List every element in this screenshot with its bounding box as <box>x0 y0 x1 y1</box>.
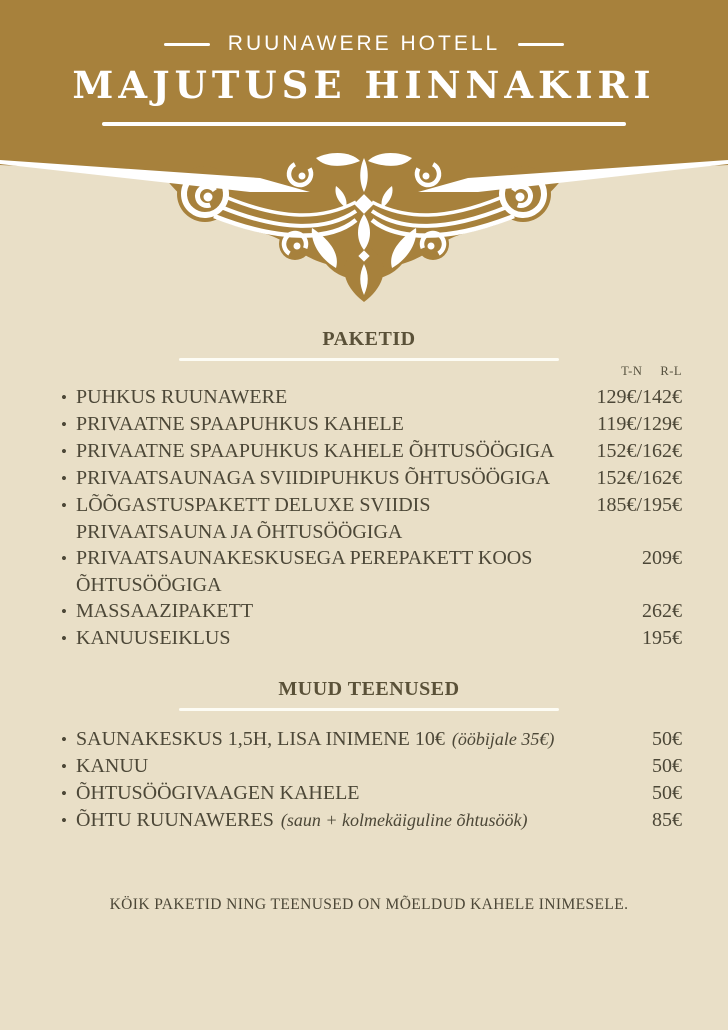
section-heading: PAKETID <box>322 328 416 350</box>
header-banner <box>0 0 728 152</box>
item-label: ÕHTUSÖÖGIVAAGEN KAHELE <box>76 782 360 804</box>
item-line <box>56 598 682 625</box>
heading-rule <box>179 358 559 361</box>
item-label: PRIVAATSAUNAKESKUSEGA PEREPAKETT KOOS <box>76 547 533 569</box>
item-price: 195€ <box>642 627 682 649</box>
item-label: PUHKUS RUUNAWERE <box>76 386 288 408</box>
price-column-weekday: T-N <box>621 364 643 378</box>
list-item <box>56 465 682 492</box>
heading-rule <box>179 708 559 711</box>
item-price: 209€ <box>642 547 682 569</box>
bullet-icon: • <box>61 730 67 749</box>
item-note: (saun + kolmekäiguline õhtusöök) <box>280 810 528 830</box>
item-label: PRIVAATNE SPAAPUHKUS KAHELE ÕHTUSÖÖGIGA <box>76 440 555 462</box>
bullet-icon: • <box>61 549 67 568</box>
section-paketid <box>56 328 682 652</box>
item-line <box>56 726 682 753</box>
item-line <box>56 411 682 438</box>
title-rule <box>102 122 626 126</box>
item-line <box>56 384 682 411</box>
bullet-icon: • <box>61 415 67 434</box>
item-line-continuation <box>56 572 682 598</box>
bullet-icon: • <box>61 629 67 648</box>
list-item <box>56 780 682 807</box>
item-line <box>56 438 682 465</box>
price-column-weekend: R-L <box>660 364 682 378</box>
flourish-ornament-icon <box>0 152 728 302</box>
item-price: 50€ <box>652 728 682 750</box>
item-price: 262€ <box>642 600 682 622</box>
item-label: KANUUSEIKLUS <box>76 627 231 649</box>
bullet-icon: • <box>61 442 67 461</box>
item-price: 50€ <box>652 755 682 777</box>
item-line <box>56 753 682 780</box>
item-label: SAUNAKESKUS 1,5H, LISA INIMENE 10€ <box>76 728 445 750</box>
list-item <box>56 726 682 753</box>
item-line-continuation <box>56 519 682 545</box>
hotel-name-row <box>0 0 728 56</box>
item-label: PRIVAATNE SPAAPUHKUS KAHELE <box>76 413 404 435</box>
list-item <box>56 438 682 465</box>
bullet-icon: • <box>61 602 67 621</box>
footer-note: KÖIK PAKETID NING TEENUSED ON MÕELDUD KAHELE INIMESELE. <box>109 896 629 913</box>
divider-dash-icon <box>518 43 564 46</box>
item-line <box>56 465 682 492</box>
list-item <box>56 625 682 652</box>
item-price: 50€ <box>652 782 682 804</box>
services-list <box>56 726 682 834</box>
list-item <box>56 598 682 625</box>
item-label: ÕHTU RUUNAWERES <box>76 809 274 831</box>
divider-dash-icon <box>164 43 210 46</box>
hotel-name: RUUNAWERE HOTELL <box>227 32 501 55</box>
section-muud-teenused <box>56 678 682 834</box>
item-price: 85€ <box>652 809 682 831</box>
list-item <box>56 807 682 834</box>
item-label: ÕHTUSÖÖGIGA <box>76 574 222 596</box>
item-label: MASSAAZIPAKETT <box>76 600 254 622</box>
bullet-icon: • <box>61 757 67 776</box>
item-price: 129€/142€ <box>596 386 682 408</box>
content-area <box>0 302 728 914</box>
package-list <box>56 384 682 652</box>
bullet-icon: • <box>61 388 67 407</box>
item-line <box>56 492 682 519</box>
bullet-icon: • <box>61 496 67 515</box>
price-column-headers <box>56 364 682 379</box>
item-line <box>56 545 682 572</box>
list-item <box>56 384 682 411</box>
bullet-icon: • <box>61 811 67 830</box>
page-title: MAJUTUSE HINNAKIRI <box>72 63 656 107</box>
item-line <box>56 780 682 807</box>
item-price: 185€/195€ <box>596 494 682 516</box>
item-label: PRIVAATSAUNAGA SVIIDIPUHKUS ÕHTUSÖÖGIGA <box>76 467 551 489</box>
item-note: (ööbijale 35€) <box>451 729 555 749</box>
item-price: 119€/129€ <box>597 413 682 435</box>
item-line <box>56 807 682 834</box>
item-label: KANUU <box>76 755 149 777</box>
item-line <box>56 625 682 652</box>
bullet-icon: • <box>61 469 67 488</box>
list-item <box>56 753 682 780</box>
item-label: LÕÕGASTUSPAKETT DELUXE SVIIDIS <box>76 494 431 516</box>
list-item <box>56 492 682 545</box>
item-price: 152€/162€ <box>596 467 682 489</box>
list-item <box>56 411 682 438</box>
item-price: 152€/162€ <box>596 440 682 462</box>
list-item <box>56 545 682 598</box>
section-heading: MUUD TEENUSED <box>278 678 460 700</box>
bullet-icon: • <box>61 784 67 803</box>
item-label: PRIVAATSAUNA JA ÕHTUSÖÖGIGA <box>76 521 403 543</box>
